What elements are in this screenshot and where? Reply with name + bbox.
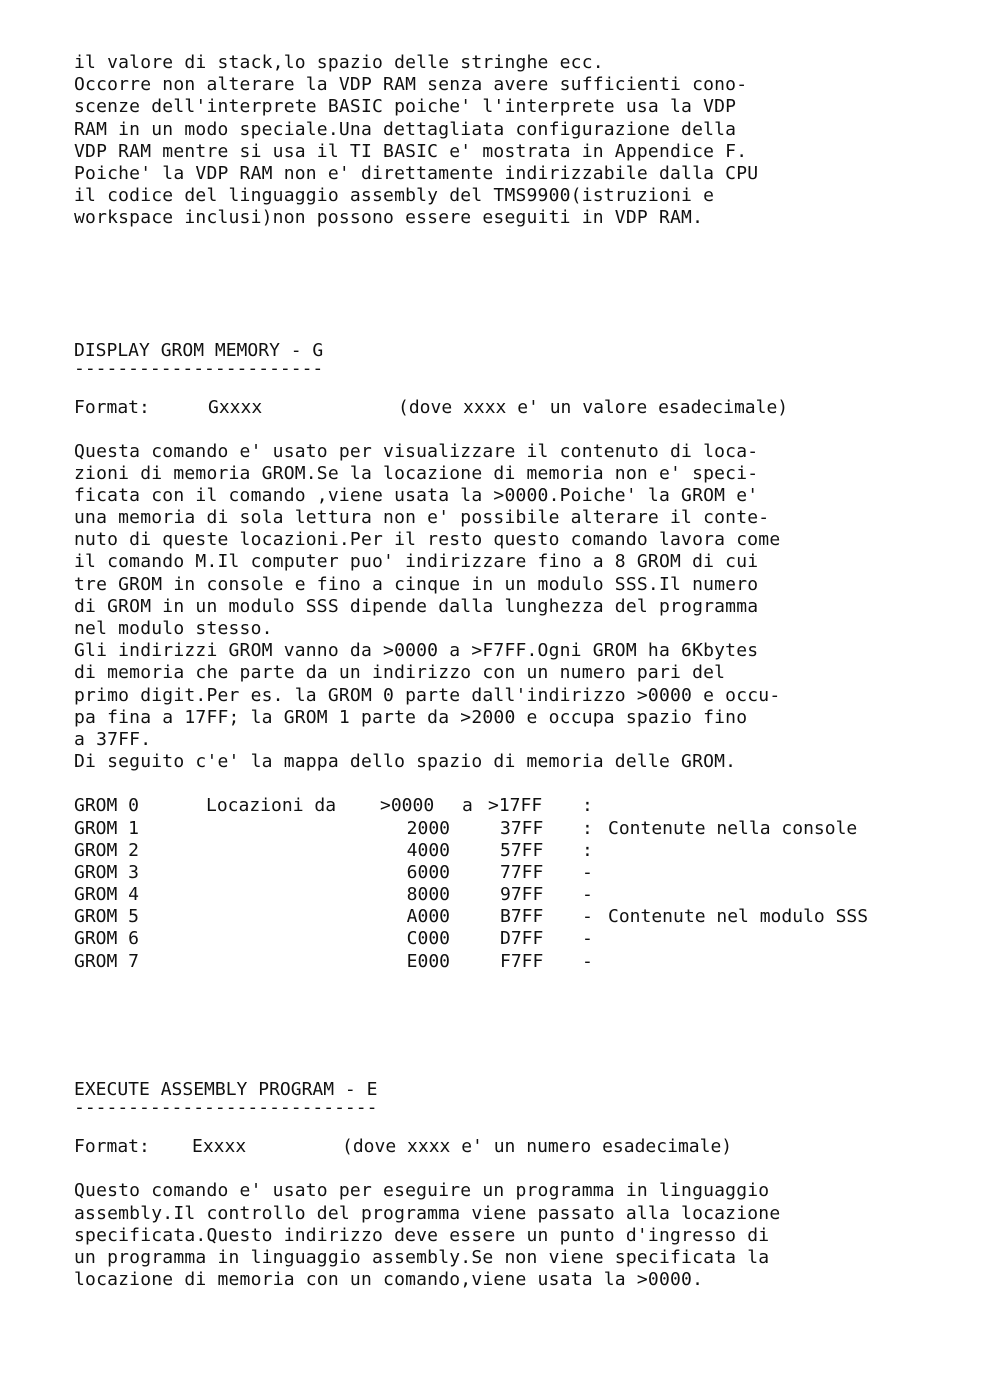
address-from: >0000 (380, 795, 435, 817)
text-line: Occorre non alterare la VDP RAM senza avere sufficienti cono- (74, 74, 748, 96)
text-line: RAM in un modo speciale.Una dettagliata configurazione della (74, 118, 737, 140)
text-line: Di seguito c'e' la mappa dello spazio di memoria delle GROM. (74, 751, 737, 773)
section-body (74, 441, 954, 774)
address-from: 2000 (406, 817, 450, 839)
address-to: 77FF (500, 861, 544, 883)
map-row (74, 862, 954, 884)
document-page (74, 52, 954, 1291)
group-marker: : (582, 817, 593, 839)
group-marker: - (582, 928, 593, 950)
map-row (74, 951, 954, 973)
address-to: 57FF (500, 839, 544, 861)
grom-name: GROM 6 (74, 928, 140, 950)
grom-name: GROM 3 (74, 861, 140, 883)
map-row (74, 928, 954, 950)
grom-name: GROM 1 (74, 817, 140, 839)
text-line: Gli indirizzi GROM vanno da >0000 a >F7FF.Ogni GROM ha 6Kbytes (74, 640, 759, 662)
address-to: D7FF (500, 928, 544, 950)
format-line (74, 397, 954, 419)
spacer (74, 376, 954, 397)
text-line: il codice del linguaggio assembly del TMS9900(istruzioni e (74, 185, 715, 207)
spacer (74, 1158, 954, 1180)
grom-memory-map (74, 795, 954, 971)
text-line: il valore di stack,lo spazio delle stringhe ecc. (74, 52, 604, 73)
section-title: EXECUTE ASSEMBLY PROGRAM - E (74, 1079, 378, 1101)
grom-name: GROM 4 (74, 884, 140, 906)
text-line: tre GROM in console e fino a cinque in un modulo SSS.Il numero (74, 573, 759, 595)
text-line: primo digit.Per es. la GROM 0 parte dall'indirizzo >0000 e occu- (74, 684, 781, 706)
text-line: workspace inclusi)non possono essere eseguiti in VDP RAM. (74, 207, 704, 229)
format-note: (dove xxxx e' un valore esadecimale) (398, 396, 789, 418)
map-label: Locazioni da (206, 795, 337, 817)
text-line: pa fina a 17FF; la GROM 1 parte da >2000 e occupa spazio fino (74, 706, 748, 728)
address-from: C000 (406, 928, 450, 950)
group-note: Contenute nel modulo SSS (608, 906, 869, 928)
map-row (74, 818, 954, 840)
format-command: Gxxxx (208, 396, 263, 418)
section-body (74, 1180, 954, 1291)
format-label: Format: (74, 396, 150, 418)
text-line: di GROM in un modulo SSS dipende dalla lunghezza del programma (74, 595, 759, 617)
text-line: il comando M.Il computer puo' indirizzare fino a 8 GROM di cui (74, 551, 759, 573)
map-row (74, 795, 954, 817)
address-from: 6000 (406, 861, 450, 883)
grom-name: GROM 2 (74, 839, 140, 861)
text-line: nel modulo stesso. (74, 618, 273, 639)
section-display-grom (74, 340, 954, 972)
format-command: Exxxx (192, 1136, 247, 1158)
text-line: Poiche' la VDP RAM non e' direttamente indirizzabile dalla CPU (74, 162, 759, 184)
address-from: 4000 (406, 839, 450, 861)
text-line: di memoria che parte da un indirizzo con un numero pari del (74, 662, 726, 684)
spacer (74, 1115, 954, 1136)
section-execute-assembly (74, 1079, 954, 1291)
text-line: locazione di memoria con un comando,viene usata la >0000. (74, 1269, 704, 1291)
group-marker: : (582, 795, 593, 817)
grom-name: GROM 0 (74, 795, 140, 817)
address-to: 97FF (500, 884, 544, 906)
spacer (74, 971, 954, 1079)
text-line: Questa comando e' usato per visualizzare il contenuto di loca- (74, 440, 759, 462)
text-line: scenze dell'interprete BASIC poiche' l'interprete usa la VDP (74, 96, 737, 118)
text-line: una memoria di sola lettura non e' possibile alterare il conte- (74, 507, 770, 529)
group-marker: - (582, 861, 593, 883)
address-from: A000 (406, 906, 450, 928)
address-from: E000 (406, 950, 450, 972)
address-to: 37FF (500, 817, 544, 839)
format-line (74, 1136, 954, 1158)
address-to: F7FF (500, 950, 544, 972)
group-marker: - (582, 906, 593, 928)
spacer (74, 773, 954, 795)
spacer (74, 419, 954, 441)
format-label: Format: (74, 1136, 150, 1158)
map-row (74, 884, 954, 906)
group-note: Contenute nella console (608, 817, 858, 839)
grom-name: GROM 7 (74, 950, 140, 972)
group-marker: : (582, 839, 593, 861)
group-marker: - (582, 884, 593, 906)
text-line: ficata con il comando ,viene usata la >0000.Poiche' la GROM e' (74, 484, 759, 506)
text-line: Questo comando e' usato per eseguire un programma in linguaggio (74, 1180, 770, 1202)
intro-paragraph (74, 52, 954, 230)
address-to: >17FF (488, 795, 543, 817)
map-row (74, 906, 954, 928)
text-line: assembly.Il controllo del programma viene passato alla locazione (74, 1202, 781, 1224)
text-line: zioni di memoria GROM.Se la locazione di memoria non e' speci- (74, 462, 759, 484)
address-separator: a (462, 795, 473, 817)
map-row (74, 840, 954, 862)
text-line: VDP RAM mentre si usa il TI BASIC e' mostrata in Appendice F. (74, 140, 748, 162)
address-from: 8000 (406, 884, 450, 906)
address-to: B7FF (500, 906, 544, 928)
spacer (74, 230, 954, 340)
text-line: a 37FF. (74, 728, 152, 750)
text-line: un programma in linguaggio assembly.Se non viene specificata la (74, 1246, 770, 1268)
grom-name: GROM 5 (74, 906, 140, 928)
format-note: (dove xxxx e' un numero esadecimale) (342, 1136, 733, 1158)
title-underline: ---------------------------- (74, 1101, 378, 1116)
text-line: specificata.Questo indirizzo deve essere un punto d'ingresso di (74, 1224, 770, 1246)
section-title: DISPLAY GROM MEMORY - G (74, 339, 324, 361)
title-underline: ----------------------- (74, 361, 324, 376)
group-marker: - (582, 950, 593, 972)
text-line: nuto di queste locazioni.Per il resto questo comando lavora come (74, 529, 781, 551)
